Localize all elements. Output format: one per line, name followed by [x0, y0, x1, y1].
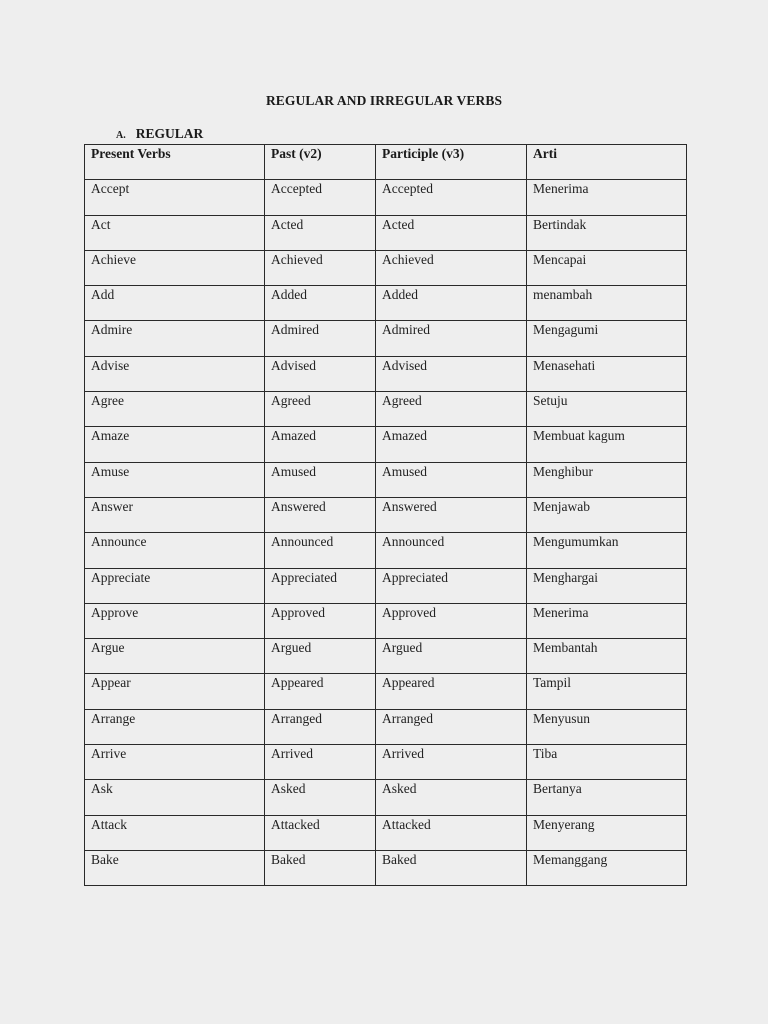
past-cell: Asked — [265, 780, 376, 815]
participle-cell: Asked — [376, 780, 527, 815]
past-cell: Argued — [265, 639, 376, 674]
arti-cell: Menerima — [527, 603, 687, 638]
arti-cell: Tiba — [527, 745, 687, 780]
participle-cell: Amused — [376, 462, 527, 497]
present-verb-cell: Amaze — [85, 427, 265, 462]
past-cell: Admired — [265, 321, 376, 356]
table-row — [85, 462, 687, 497]
arti-cell: Menyerang — [527, 815, 687, 850]
table-row — [85, 286, 687, 321]
past-cell: Amused — [265, 462, 376, 497]
participle-cell: Achieved — [376, 250, 527, 285]
participle-cell: Accepted — [376, 180, 527, 215]
participle-cell: Announced — [376, 533, 527, 568]
past-cell: Advised — [265, 356, 376, 391]
present-verb-cell: Arrive — [85, 745, 265, 780]
table-row — [85, 850, 687, 885]
past-cell: Appeared — [265, 674, 376, 709]
past-cell: Appreciated — [265, 568, 376, 603]
arti-cell: Mengumumkan — [527, 533, 687, 568]
arti-cell: Menghibur — [527, 462, 687, 497]
table-row — [85, 180, 687, 215]
past-cell: Achieved — [265, 250, 376, 285]
present-verb-cell: Attack — [85, 815, 265, 850]
present-verb-cell: Achieve — [85, 250, 265, 285]
present-verb-cell: Arrange — [85, 709, 265, 744]
participle-cell: Arrived — [376, 745, 527, 780]
table-row — [85, 215, 687, 250]
table-header-row — [85, 145, 687, 180]
participle-cell: Added — [376, 286, 527, 321]
past-cell: Arrived — [265, 745, 376, 780]
present-verb-cell: Act — [85, 215, 265, 250]
verbs-table — [84, 144, 687, 886]
table-row — [85, 427, 687, 462]
table-row — [85, 674, 687, 709]
present-verb-cell: Accept — [85, 180, 265, 215]
past-cell: Acted — [265, 215, 376, 250]
present-verb-cell: Announce — [85, 533, 265, 568]
past-cell: Amazed — [265, 427, 376, 462]
present-verb-cell: Bake — [85, 850, 265, 885]
arti-cell: Mencapai — [527, 250, 687, 285]
table-row — [85, 250, 687, 285]
past-cell: Baked — [265, 850, 376, 885]
arti-cell: Memanggang — [527, 850, 687, 885]
table-row — [85, 497, 687, 532]
header-present-verbs: Present Verbs — [85, 145, 265, 180]
arti-cell: Menasehati — [527, 356, 687, 391]
table-row — [85, 321, 687, 356]
page-title: REGULAR AND IRREGULAR VERBS — [265, 93, 503, 108]
header-participle: Participle (v3) — [376, 145, 527, 180]
table-row — [85, 815, 687, 850]
arti-cell: Tampil — [527, 674, 687, 709]
section-marker: A. — [116, 130, 126, 141]
participle-cell: Acted — [376, 215, 527, 250]
arti-cell: Menghargai — [527, 568, 687, 603]
past-cell: Added — [265, 286, 376, 321]
present-verb-cell: Appreciate — [85, 568, 265, 603]
present-verb-cell: Answer — [85, 497, 265, 532]
arti-cell: Menjawab — [527, 497, 687, 532]
table-row — [85, 392, 687, 427]
participle-cell: Answered — [376, 497, 527, 532]
participle-cell: Appreciated — [376, 568, 527, 603]
arti-cell: Setuju — [527, 392, 687, 427]
header-past: Past (v2) — [265, 145, 376, 180]
table-row — [85, 780, 687, 815]
present-verb-cell: Argue — [85, 639, 265, 674]
participle-cell: Appeared — [376, 674, 527, 709]
participle-cell: Argued — [376, 639, 527, 674]
arti-cell: Membantah — [527, 639, 687, 674]
header-arti: Arti — [527, 145, 687, 180]
past-cell: Announced — [265, 533, 376, 568]
section-heading — [116, 126, 203, 142]
section-label: REGULAR — [135, 126, 204, 141]
present-verb-cell: Ask — [85, 780, 265, 815]
present-verb-cell: Add — [85, 286, 265, 321]
participle-cell: Advised — [376, 356, 527, 391]
present-verb-cell: Appear — [85, 674, 265, 709]
participle-cell: Agreed — [376, 392, 527, 427]
past-cell: Agreed — [265, 392, 376, 427]
participle-cell: Approved — [376, 603, 527, 638]
arti-cell: Bertanya — [527, 780, 687, 815]
present-verb-cell: Agree — [85, 392, 265, 427]
arti-cell: Menyusun — [527, 709, 687, 744]
participle-cell: Arranged — [376, 709, 527, 744]
participle-cell: Attacked — [376, 815, 527, 850]
past-cell: Accepted — [265, 180, 376, 215]
table-row — [85, 356, 687, 391]
present-verb-cell: Approve — [85, 603, 265, 638]
past-cell: Arranged — [265, 709, 376, 744]
table-row — [85, 745, 687, 780]
past-cell: Approved — [265, 603, 376, 638]
participle-cell: Amazed — [376, 427, 527, 462]
present-verb-cell: Advise — [85, 356, 265, 391]
arti-cell: menambah — [527, 286, 687, 321]
arti-cell: Mengagumi — [527, 321, 687, 356]
table-row — [85, 568, 687, 603]
verbs-table-body — [85, 180, 687, 886]
table-row — [85, 709, 687, 744]
past-cell: Attacked — [265, 815, 376, 850]
participle-cell: Baked — [376, 850, 527, 885]
arti-cell: Menerima — [527, 180, 687, 215]
present-verb-cell: Amuse — [85, 462, 265, 497]
participle-cell: Admired — [376, 321, 527, 356]
present-verb-cell: Admire — [85, 321, 265, 356]
table-row — [85, 533, 687, 568]
past-cell: Answered — [265, 497, 376, 532]
table-row — [85, 639, 687, 674]
arti-cell: Membuat kagum — [527, 427, 687, 462]
table-row — [85, 603, 687, 638]
arti-cell: Bertindak — [527, 215, 687, 250]
